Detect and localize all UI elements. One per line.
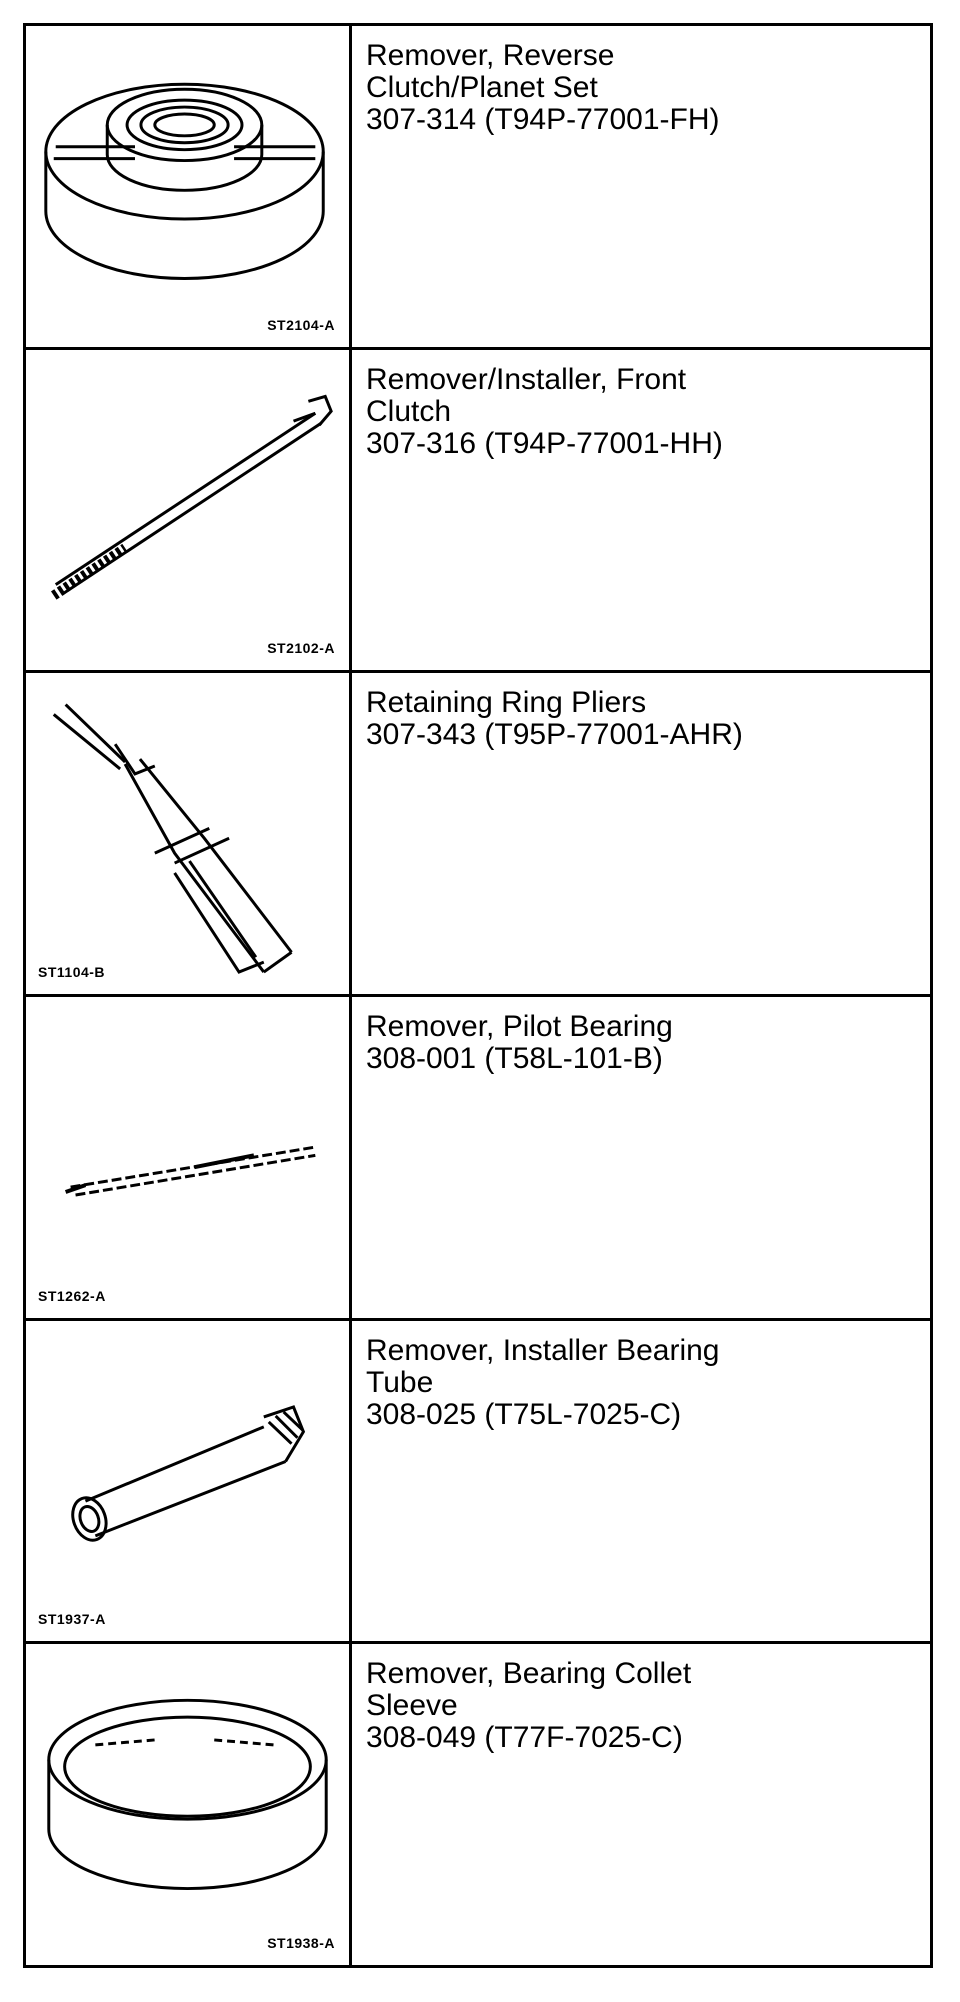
retaining-ring-pliers-illustration (26, 673, 349, 994)
pilot-bearing-remover-illustration (26, 997, 349, 1318)
tool-name-line: Clutch/Planet Set (366, 71, 598, 104)
special-tools-table (23, 23, 933, 1968)
tool-number-line: 308-049 (T77F-7025-C) (366, 1721, 683, 1755)
image-code-label: ST1938-A (267, 1935, 335, 1952)
tool-name-line: Sleeve (366, 1689, 458, 1723)
image-code-label: ST1104-B (38, 964, 106, 981)
tool-description (352, 350, 930, 671)
tool-image-cell (26, 1644, 352, 1965)
tool-row (26, 1644, 930, 1965)
tool-image-cell (26, 997, 352, 1318)
tool-image-cell (26, 26, 352, 347)
tool-description (352, 1644, 930, 1965)
image-code-label: ST2104-A (267, 316, 335, 333)
tool-row (26, 997, 930, 1321)
tool-description (352, 26, 930, 347)
tool-row (26, 26, 930, 350)
front-clutch-remover-installer-illustration (26, 350, 349, 671)
tool-number-line: 308-025 (T75L-7025-C) (366, 1397, 682, 1431)
tool-image-cell (26, 673, 352, 994)
tool-number-line: 307-316 (T94P-77001-HH) (366, 426, 723, 460)
tool-name-line: Remover, Pilot Bearing (366, 1010, 673, 1044)
bearing-collet-sleeve-remover-illustration (26, 1644, 349, 1965)
image-code-label: ST1937-A (38, 1611, 106, 1628)
tool-image-cell (26, 1321, 352, 1642)
tool-description (352, 997, 930, 1318)
tool-name-line: Clutch (366, 394, 452, 428)
tool-name-line: Retaining Ring Pliers (366, 686, 647, 720)
tool-image-cell (26, 350, 352, 671)
tool-name-line: Remover, Reverse (366, 39, 615, 72)
image-code-label: ST1262-A (38, 1287, 106, 1304)
tool-name-line: Remover, Installer Bearing (366, 1333, 720, 1367)
tool-name-line: Remover/Installer, Front (366, 362, 687, 396)
tool-row (26, 350, 930, 674)
tool-description (352, 673, 930, 994)
bearing-tube-remover-installer-illustration (26, 1321, 349, 1642)
tool-row (26, 673, 930, 997)
image-code-label: ST2102-A (267, 640, 335, 657)
tool-row (26, 1321, 930, 1645)
tool-name-line: Tube (366, 1365, 434, 1399)
reverse-clutch-remover-illustration (26, 26, 349, 347)
tool-number-line: 308-001 (T58L-101-B) (366, 1042, 663, 1076)
tool-number-line: 307-343 (T95P-77001-AHR) (366, 718, 743, 752)
tool-description (352, 1321, 930, 1642)
tool-number-line: 307-314 (T94P-77001-FH) (366, 103, 720, 136)
tool-name-line: Remover, Bearing Collet (366, 1657, 692, 1691)
